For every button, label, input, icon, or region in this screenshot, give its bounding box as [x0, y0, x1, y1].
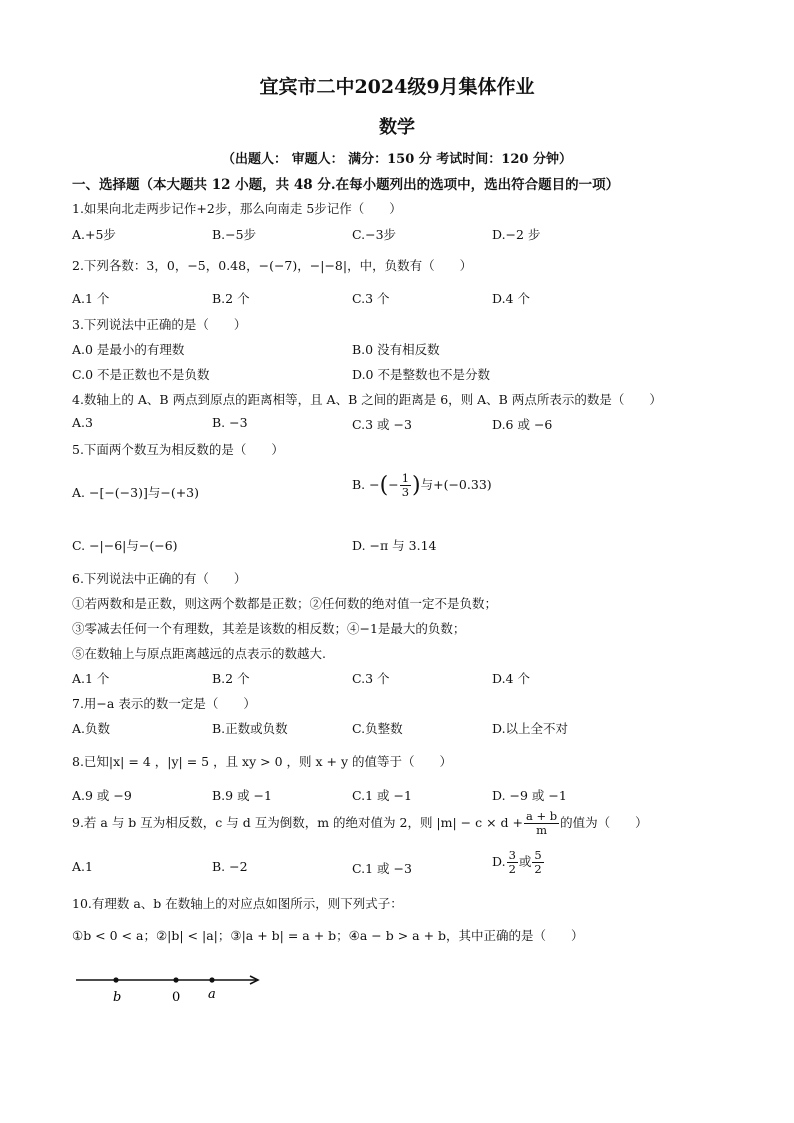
point-a	[209, 977, 214, 982]
question-1-stem: 1.如果向北走两步记作+2步，那么向南走 5步记作（ ）	[72, 201, 402, 216]
q5-b-num: 1	[401, 471, 410, 485]
q5-b-den: 3	[401, 485, 410, 499]
label-a: a	[208, 987, 216, 1002]
q1-option-a: A.+5步	[72, 227, 116, 242]
question-4-stem: 4.数轴上的 A、B 两点到原点的距离相等，且 A、B 之间的距离是 6，则 A、B 两点所表示的数是（ ）	[72, 392, 662, 407]
q5-option-c: C. −|−6|与−(−6)	[72, 538, 178, 553]
q2-sep: ，	[297, 258, 310, 273]
q6-statement-line-3: ⑤在数轴上与原点距离越远的点表示的数越大.	[72, 646, 326, 661]
question-7-stem: 7.用−a 表示的数一定是（ ）	[72, 696, 256, 711]
q7-option-c: C.负整数	[352, 721, 403, 736]
q2-stem-pre: 2.下列各数：3，0，−5，0.48，	[72, 258, 259, 273]
q5-option-a: A. −[−(−3)]与−(+3)	[72, 485, 200, 500]
q5-option-b: B. −(− $\frac{1}{3}$ )与+(−0.33)	[352, 471, 492, 499]
q2-option-a: A.1 个	[72, 291, 110, 306]
question-5-stem: 5.下面两个数互为相反数的是（ ）	[72, 442, 284, 457]
q1-option-c: C.−3步	[352, 227, 397, 242]
q4-option-a: A.3	[72, 415, 93, 430]
q1-option-b: B.−5步	[212, 227, 257, 242]
q9-d-fraction-2	[532, 849, 543, 876]
q3-option-d: D.0 不是整数也不是分数	[352, 367, 490, 382]
q9-frac-den: m	[536, 823, 548, 837]
q2-stem-post: ，中，负数有（ ）	[347, 258, 473, 273]
q2-math-1: −(−7)	[258, 258, 298, 273]
q5-b-suffix: 与+(−0.33)	[420, 477, 492, 492]
q4-option-d: D.6 或 −6	[492, 417, 553, 432]
q3-option-c: C.0 不是正数也不是负数	[72, 367, 210, 382]
point-b	[113, 977, 118, 982]
q9-frac-num: a + b	[526, 809, 558, 823]
subject-title: 数学	[379, 117, 415, 138]
q9-d-num-1: 3	[508, 848, 516, 862]
number-line-figure	[70, 968, 270, 1008]
question-10-stem: 10.有理数 a、b 在数轴上的对应点如图所示，则下列式子：	[72, 896, 403, 911]
question-8-stem: 8.已知|x| = 4 ，|y| = 5 ，且 xy > 0 ，则 x + y 的值等于（ ）	[72, 754, 452, 769]
question-9-stem	[72, 810, 648, 837]
q9-option-d	[492, 849, 545, 876]
q7-option-b: B.正数或负数	[212, 721, 288, 736]
q9-option-c: C.1 或 −3	[352, 861, 412, 876]
q8-option-a: A.9 或 −9	[72, 788, 132, 803]
q9-stem-pre: 9.若 a 与 b 互为相反数，c 与 d 互为倒数，m 的绝对值为 2，则 |m| − c × d +	[72, 815, 523, 830]
q6-statement-line-1: ①若两数和是正数，则这两个数都是正数；②任何数的绝对值一定不是负数；	[72, 596, 498, 611]
q8-option-d: D. −9 或 −1	[492, 788, 567, 803]
q4-option-c: C.3 或 −3	[352, 417, 412, 432]
q7-option-a: A.负数	[72, 721, 111, 736]
q9-fraction	[524, 810, 559, 837]
q6-statement-line-2: ③零减去任何一个有理数，其差是该数的相反数；④−1是最大的负数；	[72, 621, 466, 636]
q5-b-fraction	[400, 472, 411, 499]
q3-option-b: B.0 没有相反数	[352, 342, 440, 357]
exam-meta: （出题人： 审题人： 满分：150 分 考试时间：120 分钟）	[222, 152, 572, 167]
section-heading: 一、选择题（本大题共 12 小题，共 48 分.在每小题列出的选项中，选出符合题目的一项）	[72, 177, 620, 193]
q6-option-d: D.4 个	[492, 671, 530, 686]
q9-stem-post: 的值为（ ）	[560, 815, 648, 830]
label-b: b	[113, 990, 122, 1005]
point-origin	[173, 977, 178, 982]
q6-option-c: C.3 个	[352, 671, 390, 686]
question-6-stem: 6.下列说法中正确的有（ ）	[72, 571, 247, 586]
q9-option-a: A.1	[72, 859, 93, 874]
q5-option-d: D. −π 与 3.14	[352, 538, 437, 553]
q8-option-c: C.1 或 −1	[352, 788, 412, 803]
q9-option-b: B. −2	[212, 859, 248, 874]
q2-math-2: −|−8|	[309, 258, 348, 273]
q9-d-num-2: 5	[534, 848, 542, 862]
q4-option-b: B. −3	[212, 415, 248, 430]
q9-d-den-1: 2	[508, 862, 516, 876]
question-3-stem: 3.下列说法中正确的是（ ）	[72, 317, 247, 332]
q2-option-b: B.2 个	[212, 291, 250, 306]
q5-b-prefix: B. −	[352, 477, 380, 492]
q9-d-fraction-1	[507, 849, 518, 876]
q10-statements: ①b < 0 < a；②|b| < |a|；③|a + b| = a + b；④a − b > a + b，其中正确的是（ ）	[72, 928, 584, 943]
q9-d-mid: 或	[518, 854, 532, 869]
q9-d-prefix: D.	[492, 854, 506, 869]
q5-b-minus: −	[388, 477, 399, 492]
q9-d-den-2: 2	[534, 862, 542, 876]
q6-option-a: A.1 个	[72, 671, 110, 686]
q2-option-c: C.3 个	[352, 291, 390, 306]
q6-option-b: B.2 个	[212, 671, 250, 686]
label-origin: 0	[172, 990, 181, 1005]
q8-option-b: B.9 或 −1	[212, 788, 272, 803]
q1-option-d: D.−2 步	[492, 227, 541, 242]
question-2-stem	[72, 256, 472, 274]
q3-option-a: A.0 是最小的有理数	[72, 342, 185, 357]
page-title: 宜宾市二中2024级9月集体作业	[259, 76, 535, 98]
q7-option-d: D.以上全不对	[492, 721, 569, 736]
q2-option-d: D.4 个	[492, 291, 530, 306]
